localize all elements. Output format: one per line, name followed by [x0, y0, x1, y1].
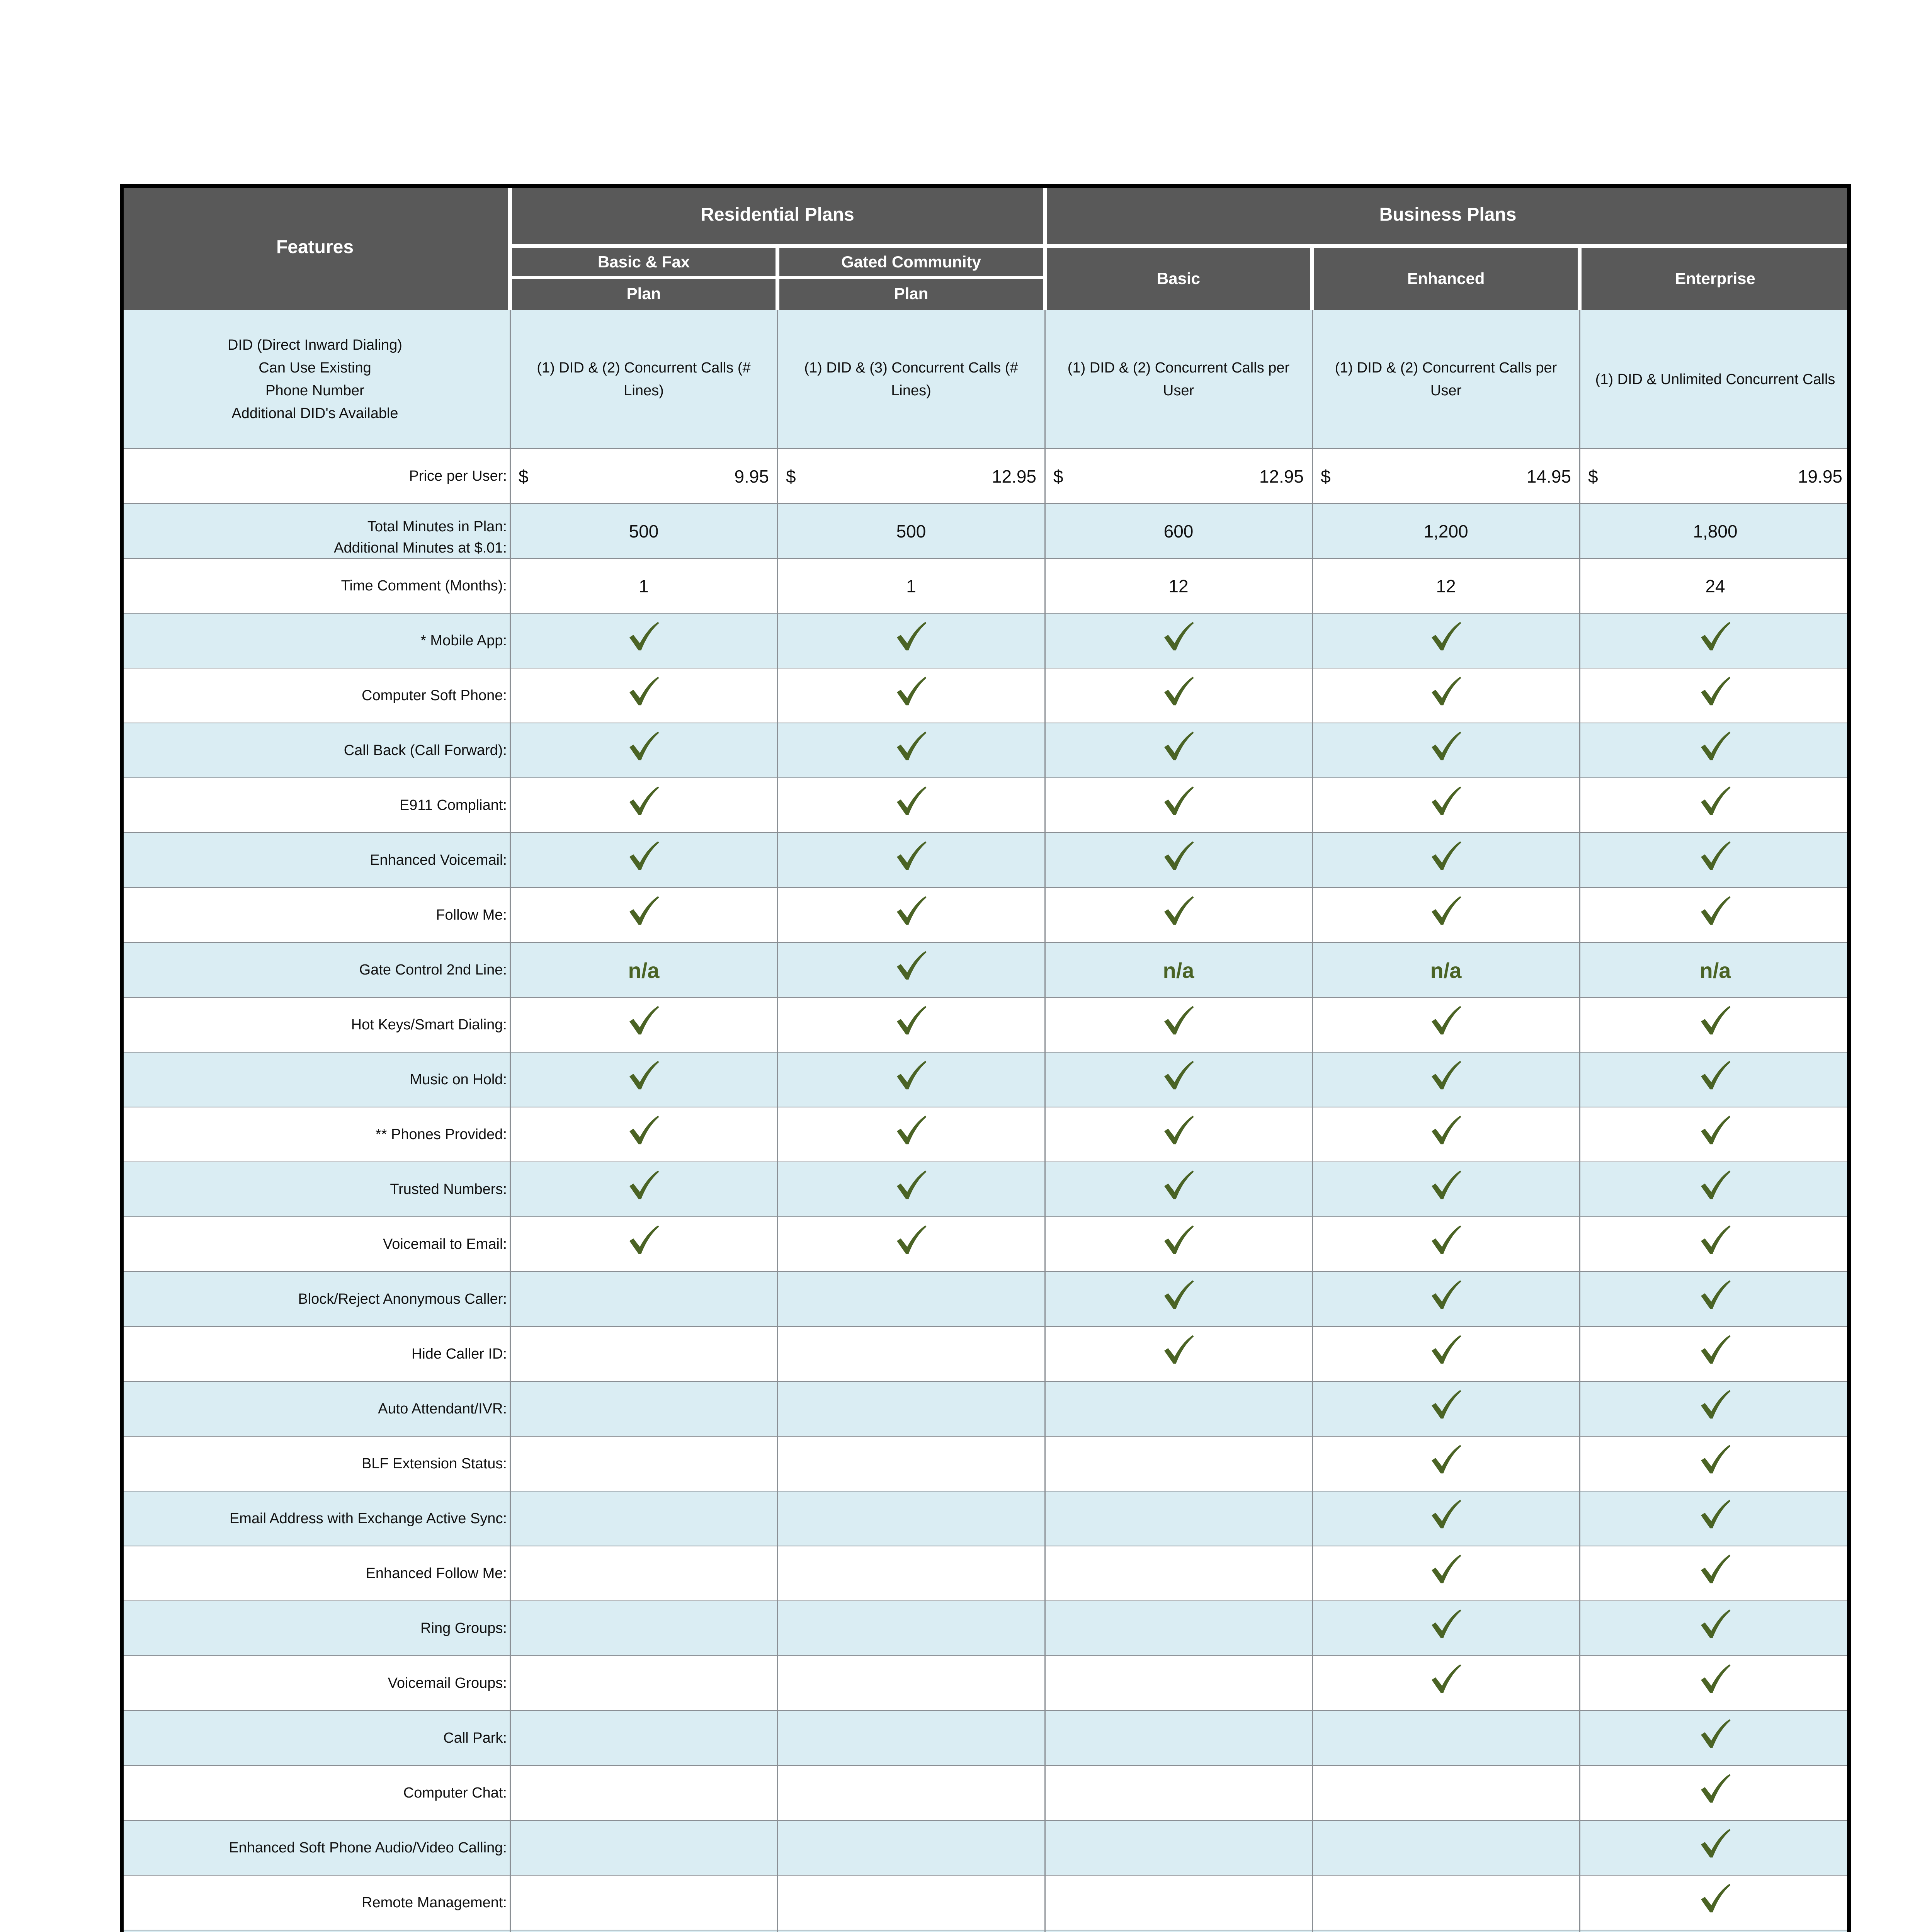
price-amount: 9.95: [734, 466, 769, 486]
feature-label: Hide Caller ID:: [411, 1346, 507, 1362]
feature-label: Computer Chat:: [403, 1785, 507, 1801]
feature-label: Follow Me:: [436, 907, 507, 923]
plan-name-3: Enhanced: [1312, 247, 1580, 310]
residential-plans-header: Residential Plans: [510, 184, 1045, 245]
did-label-line: Phone Number: [265, 383, 364, 399]
feature-label: Call Park:: [443, 1730, 507, 1747]
did-label-line: Additional DID's Available: [231, 405, 398, 422]
currency-symbol: $: [1321, 466, 1331, 486]
feature-label: Enhanced Soft Phone Audio/Video Calling:: [229, 1840, 507, 1856]
feature-label: Trusted Numbers:: [390, 1181, 507, 1198]
feature-label: E911 Compliant:: [399, 797, 507, 814]
currency-symbol: $: [786, 466, 796, 486]
currency-symbol: $: [519, 466, 529, 486]
plan-name-0: Basic & Fax: [510, 247, 777, 276]
feature-label: Block/Reject Anonymous Caller:: [298, 1291, 507, 1308]
feature-label: * Mobile App:: [420, 633, 507, 649]
minutes-value: 500: [629, 521, 659, 541]
term-value: 1: [906, 576, 916, 596]
feature-label: Call Back (Call Forward):: [344, 742, 507, 759]
minutes-label-line: Total Minutes in Plan:: [367, 518, 507, 535]
price-amount: 12.95: [992, 466, 1036, 486]
feature-value: n/a: [1699, 958, 1731, 983]
did-value: (1) DID & (3) Concurrent Calls (# Lines): [804, 360, 1018, 399]
table-border: [120, 184, 1851, 1932]
did-value: (1) DID & (2) Concurrent Calls per User: [1067, 360, 1290, 399]
term-value: 1: [639, 576, 649, 596]
business-plans-header: Business Plans: [1045, 184, 1851, 245]
price-amount: 12.95: [1259, 466, 1304, 486]
feature-label: Time Comment (Months):: [341, 578, 507, 594]
feature-label: Auto Attendant/IVR:: [378, 1401, 507, 1417]
minutes-value: 600: [1163, 521, 1194, 541]
term-value: 12: [1168, 576, 1189, 596]
plan-name-1: Gated Community: [777, 247, 1045, 276]
minutes-value: 500: [896, 521, 926, 541]
plan-name-4: Enterprise: [1580, 247, 1851, 310]
plan-name-2: Basic: [1045, 247, 1312, 310]
feature-label: Remote Management:: [362, 1895, 507, 1911]
did-value: (1) DID & Unlimited Concurrent Calls: [1595, 371, 1835, 388]
term-value: 24: [1705, 576, 1725, 596]
plan-name-0-line2: Plan: [510, 278, 777, 309]
minutes-label-line: Additional Minutes at $.01:: [334, 539, 507, 556]
feature-label: Enhanced Voicemail:: [370, 852, 507, 869]
currency-symbol: $: [1053, 466, 1063, 486]
plan-name-1-line2: Plan: [777, 278, 1045, 309]
feature-label: Voicemail to Email:: [383, 1236, 507, 1253]
feature-label: Enhanced Follow Me:: [366, 1565, 507, 1582]
feature-label: ** Phones Provided:: [375, 1126, 507, 1143]
currency-symbol: $: [1588, 466, 1598, 486]
did-value: (1) DID & (2) Concurrent Calls per User: [1335, 360, 1557, 399]
feature-label: Gate Control 2nd Line:: [359, 962, 507, 978]
price-amount: 14.95: [1526, 466, 1571, 486]
features-header: Features: [120, 184, 510, 310]
feature-label: Price per User:: [409, 468, 507, 485]
feature-label: Hot Keys/Smart Dialing:: [351, 1017, 507, 1033]
did-value: (1) DID & (2) Concurrent Calls (# Lines): [537, 360, 751, 399]
feature-label: Music on Hold:: [410, 1071, 507, 1088]
term-value: 12: [1436, 576, 1456, 596]
minutes-value: 1,800: [1693, 521, 1738, 541]
feature-label: Ring Groups:: [420, 1620, 507, 1637]
feature-value: n/a: [1430, 958, 1462, 983]
feature-value: n/a: [628, 958, 660, 983]
feature-label: Voicemail Groups:: [388, 1675, 507, 1692]
feature-label: Email Address with Exchange Active Sync:: [229, 1510, 507, 1527]
did-label-line: Can Use Existing: [259, 360, 371, 376]
feature-label: Computer Soft Phone:: [362, 687, 507, 704]
minutes-value: 1,200: [1423, 521, 1468, 541]
price-amount: 19.95: [1798, 466, 1842, 486]
feature-value: n/a: [1163, 958, 1194, 983]
did-label-line: DID (Direct Inward Dialing): [228, 337, 402, 354]
feature-label: BLF Extension Status:: [362, 1456, 507, 1472]
